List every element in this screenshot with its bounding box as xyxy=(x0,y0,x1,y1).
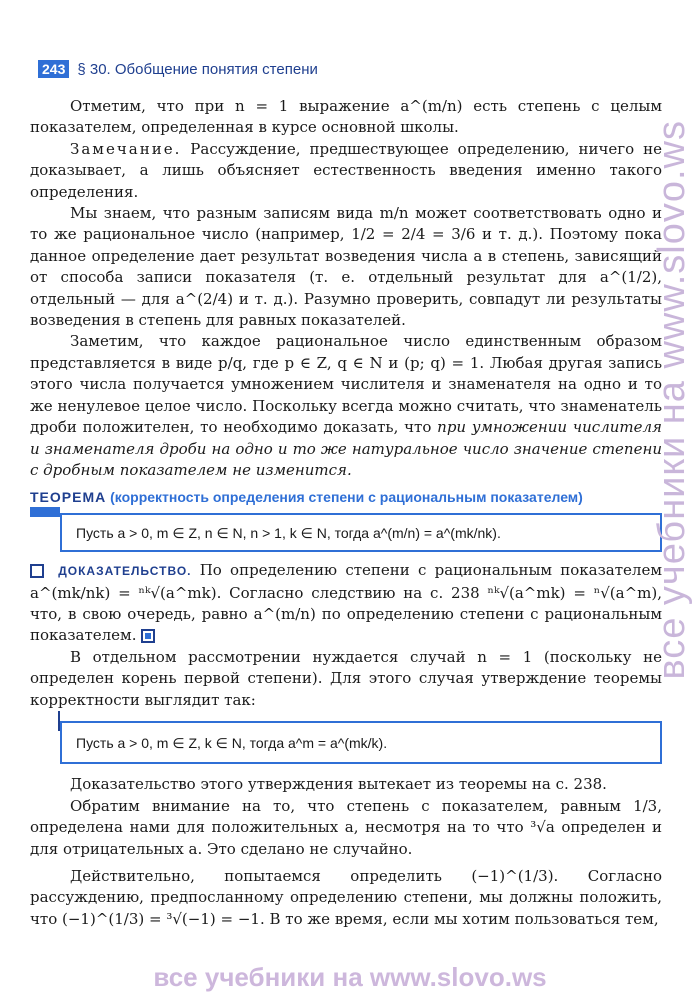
side-watermark: все учебники на www.slovo.ws xyxy=(651,120,693,680)
statement-box xyxy=(60,721,662,764)
paragraph-3: Мы знаем, что разным записям вида m/n может соответствовать одно и то же рациональное число (например, 1/2 = 2/4 = 3/6 и т. д.). Поэтому пока данное определение дает результат возведения числа a в степень, зависящий от способа записи показателя (т. е. отдельный результат для a^(1/2), отдельный — для a^(2/4) и т. д.). Разумно проверить, совпадут ли результаты возведения в степень для равных показателей. xyxy=(30,204,662,330)
theorem-statement: Пусть a > 0, m ∈ Z, n ∈ N, n > 1, k ∈ N, тогда a^(m/n) = a^(mk/nk). xyxy=(76,524,501,541)
remark-paragraph xyxy=(30,139,662,203)
proof-paragraph xyxy=(30,560,662,647)
theorem-heading xyxy=(30,487,662,508)
theorem-title: (корректность определения степени с рациональным показателем) xyxy=(110,489,583,506)
paragraph-1: Отметим, что при n = 1 выражение a^(m/n) есть степень с целым показателем, определенная в курсе основной школы. xyxy=(30,97,662,137)
proof-text: По определению степени с рациональным показателем a^(mk/nk) = ⁿᵏ√(a^mk). Согласно следствию на с. 238 ⁿᵏ√(a^mk) = ⁿ√(a^m), что, в свою очередь, равно a^(m/n) по определению степени с рациональным показателем. xyxy=(30,561,662,645)
paragraph-8: Действительно, попытаемся определить (−1)^(1/3). Согласно рассуждению, предпосланному определению степени, мы должны положить, что (−1)^(1/3) = ³√(−1) = −1. В то же время, если мы хотим пользоваться тем, xyxy=(30,867,662,928)
remark-label: Замечание. xyxy=(70,139,182,158)
proof-start-icon xyxy=(30,564,44,578)
theorem-box xyxy=(60,513,662,552)
statement-text: Пусть a > 0, m ∈ Z, k ∈ N, тогда a^m = a^(mk/k). xyxy=(76,734,388,751)
footer-watermark: все учебники на www.slovo.ws xyxy=(153,962,547,992)
paragraph-4-italic: при умножении числителя и знаменателя дроби на одно и то же натуральное число значение степени с дробным показателем не изменится. xyxy=(30,418,662,479)
theorem-keyword: ТЕОРЕМА xyxy=(30,489,107,506)
paragraph-7: Обратим внимание на то, что степень с показателем, равным 1/3, определена нами для положительных a, несмотря на то что ³√a определен и для отрицательных a. Это сделано не случайно. xyxy=(30,796,662,858)
paragraph-4-text: Заметим, что каждое рациональное число единственным образом представляется в виде p/q, где p ∈ Z, q ∈ N и (p; q) = 1. Любая другая запись этого числа получается умножением числителя и знаменателя на одно и то же ненулевое целое число. Поскольку всегда можно считать, что знаменатель дроби положителен, то необходимо доказать, что xyxy=(30,332,662,437)
paragraph-4 xyxy=(30,331,662,481)
paragraph-6: Доказательство этого утверждения вытекает из теоремы на с. 238. xyxy=(70,775,607,794)
section-title: § 30. Обобщение понятия степени xyxy=(77,60,318,78)
page-number: 243 xyxy=(38,60,69,78)
page-body xyxy=(30,96,662,930)
page-header xyxy=(38,60,318,78)
paragraph-5: В отдельном рассмотрении нуждается случай n = 1 (поскольку не определен корень первой степени). Для этого случая утверждение теоремы корректности выглядит так: xyxy=(30,647,662,709)
qed-icon xyxy=(141,629,155,643)
proof-label: ДОКАЗАТЕЛЬСТВО. xyxy=(58,564,192,579)
remark-text: Рассуждение, предшествующее определению, ничего не доказывает, а лишь объясняет естественность введения именно такого определения. xyxy=(30,139,662,201)
